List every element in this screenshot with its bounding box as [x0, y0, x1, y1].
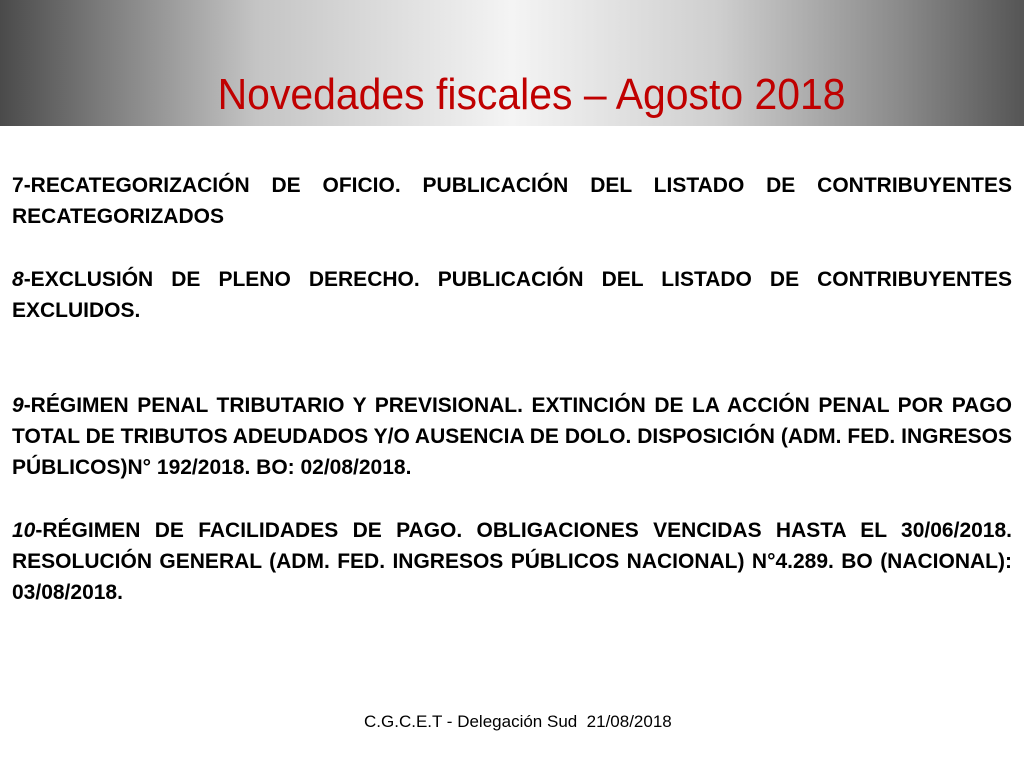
news-item-text: -EXCLUSIÓN DE PLENO DERECHO. PUBLICACIÓN DEL LISTADO DE CONTRIBUYENTES EXCLUIDOS.: [12, 268, 1012, 322]
news-item-10: [12, 515, 1012, 608]
spacer: [12, 232, 1012, 264]
slide-title: [0, 67, 1024, 123]
news-list: [12, 170, 1012, 608]
news-item-text: -RECATEGORIZACIÓN DE OFICIO. PUBLICACIÓN DEL LISTADO DE CONTRIBUYENTES RECATEGORIZADOS: [12, 174, 1012, 228]
news-item-number: 7: [12, 174, 24, 197]
news-item-9: [12, 390, 1012, 483]
news-item-number: 9: [12, 394, 24, 417]
spacer: [12, 326, 1012, 390]
news-item-text: -RÉGIMEN DE FACILIDADES DE PAGO. OBLIGACIONES VENCIDAS HASTA EL 30/06/2018. RESOLUCIÓN GENERAL (ADM. FED. INGRESOS PÚBLICOS NACIONAL) N°4.289. BO (NACIONAL): 03/08/2018.: [12, 519, 1012, 604]
news-item-8: [12, 264, 1012, 326]
news-item-text: -RÉGIMEN PENAL TRIBUTARIO Y PREVISIONAL. EXTINCIÓN DE LA ACCIÓN PENAL POR PAGO TOTAL DE TRIBUTOS ADEUDADOS Y/O AUSENCIA DE DOLO. DISPOSICIÓN (ADM. FED. INGRESOS PÚBLICOS)N° 192/2018. BO: 02/08/2018.: [12, 394, 1012, 479]
slide-title-text: Novedades fiscales – Agosto 2018: [218, 70, 846, 120]
footer-credit: C.G.C.E.T - Delegación Sud 21/08/2018: [364, 712, 672, 731]
news-item-number: 10: [12, 519, 36, 542]
spacer: [12, 483, 1012, 515]
news-item-number: 8: [12, 268, 24, 291]
news-item-7: [12, 170, 1012, 232]
